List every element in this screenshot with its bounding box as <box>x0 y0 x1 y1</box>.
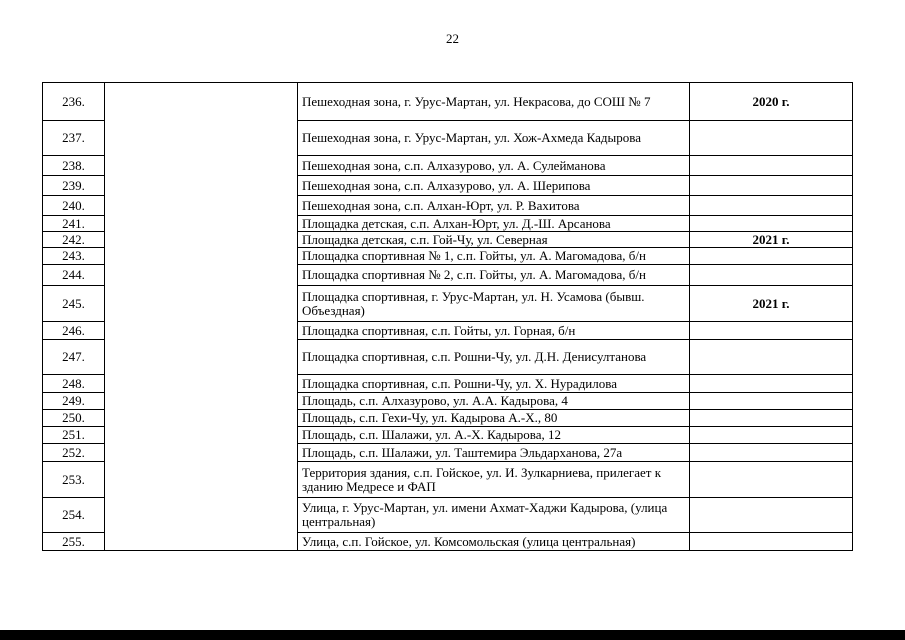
row-year <box>690 462 853 498</box>
row-description: Пешеходная зона, с.п. Алхазурово, ул. А. Сулейманова <box>298 156 690 176</box>
row-number: 252. <box>43 444 105 462</box>
table-row <box>43 156 853 176</box>
table-row <box>43 286 853 322</box>
row-description: Территория здания, с.п. Гойское, ул. И. Зулкарниева, прилегает к зданию Медресе и ФАП <box>298 462 690 498</box>
table-row <box>43 83 853 121</box>
table-row <box>43 232 853 248</box>
row-number: 250. <box>43 410 105 427</box>
blank-cell <box>105 322 298 340</box>
row-year <box>690 156 853 176</box>
row-description: Площадь, с.п. Шалажи, ул. Таштемира Эльдарханова, 27а <box>298 444 690 462</box>
row-number: 240. <box>43 196 105 216</box>
table-row <box>43 393 853 410</box>
row-description: Площадка спортивная, с.п. Рошни-Чу, ул. Х. Нурадилова <box>298 375 690 393</box>
row-year <box>690 265 853 286</box>
table-row <box>43 462 853 498</box>
blank-cell <box>105 232 298 248</box>
row-description: Улица, г. Урус-Мартан, ул. имени Ахмат-Хаджи Кадырова, (улица центральная) <box>298 498 690 533</box>
row-year <box>690 121 853 156</box>
blank-cell <box>105 248 298 265</box>
row-description: Пешеходная зона, г. Урус-Мартан, ул. Некрасова, до СОШ № 7 <box>298 83 690 121</box>
table-row <box>43 533 853 551</box>
row-description: Пешеходная зона, г. Урус-Мартан, ул. Хож-Ахмеда Кадырова <box>298 121 690 156</box>
table-row <box>43 427 853 444</box>
table-row <box>43 248 853 265</box>
row-description: Площадка детская, с.п. Алхан-Юрт, ул. Д.-Ш. Арсанова <box>298 216 690 232</box>
table-row <box>43 196 853 216</box>
row-number: 244. <box>43 265 105 286</box>
blank-cell <box>105 196 298 216</box>
row-description: Площадка спортивная № 2, с.п. Гойты, ул. А. Магомадова, б/н <box>298 265 690 286</box>
table-row <box>43 322 853 340</box>
row-description: Площадка спортивная, с.п. Рошни-Чу, ул. Д.Н. Денисултанова <box>298 340 690 375</box>
row-number: 253. <box>43 462 105 498</box>
blank-cell <box>105 462 298 498</box>
row-description: Пешеходная зона, с.п. Алхан-Юрт, ул. Р. Вахитова <box>298 196 690 216</box>
table-row <box>43 121 853 156</box>
row-year <box>690 340 853 375</box>
table-row <box>43 340 853 375</box>
blank-cell <box>105 498 298 533</box>
row-description: Улица, с.п. Гойское, ул. Комсомольская (улица центральная) <box>298 533 690 551</box>
row-year: 2020 г. <box>690 83 853 121</box>
row-number: 243. <box>43 248 105 265</box>
row-year <box>690 322 853 340</box>
row-year <box>690 498 853 533</box>
blank-cell <box>105 286 298 322</box>
row-number: 237. <box>43 121 105 156</box>
row-year <box>690 427 853 444</box>
row-number: 242. <box>43 232 105 248</box>
row-number: 247. <box>43 340 105 375</box>
row-number: 249. <box>43 393 105 410</box>
row-year <box>690 375 853 393</box>
row-number: 246. <box>43 322 105 340</box>
row-year <box>690 444 853 462</box>
row-year <box>690 176 853 196</box>
blank-cell <box>105 375 298 393</box>
table-row <box>43 498 853 533</box>
row-number: 255. <box>43 533 105 551</box>
row-number: 251. <box>43 427 105 444</box>
row-number: 248. <box>43 375 105 393</box>
row-number: 239. <box>43 176 105 196</box>
blank-cell <box>105 427 298 444</box>
table-row <box>43 444 853 462</box>
row-description: Площадь, с.п. Шалажи, ул. А.-Х. Кадырова, 12 <box>298 427 690 444</box>
row-number: 254. <box>43 498 105 533</box>
row-year <box>690 533 853 551</box>
row-description: Пешеходная зона, с.п. Алхазурово, ул. А. Шерипова <box>298 176 690 196</box>
blank-cell <box>105 216 298 232</box>
row-description: Площадка спортивная, с.п. Гойты, ул. Горная, б/н <box>298 322 690 340</box>
row-year <box>690 196 853 216</box>
blank-cell <box>105 156 298 176</box>
page-number: 22 <box>446 31 459 46</box>
row-year: 2021 г. <box>690 286 853 322</box>
row-description: Площадка детская, с.п. Гой-Чу, ул. Северная <box>298 232 690 248</box>
blank-cell <box>105 121 298 156</box>
row-number: 245. <box>43 286 105 322</box>
row-number: 241. <box>43 216 105 232</box>
row-year <box>690 216 853 232</box>
objects-table <box>42 82 853 551</box>
row-year <box>690 393 853 410</box>
table-row <box>43 176 853 196</box>
blank-cell <box>105 176 298 196</box>
row-description: Площадка спортивная, г. Урус-Мартан, ул. Н. Усамова (бывш. Объездная) <box>298 286 690 322</box>
table-row <box>43 265 853 286</box>
blank-cell <box>105 265 298 286</box>
blank-cell <box>105 393 298 410</box>
blank-cell <box>105 444 298 462</box>
row-year: 2021 г. <box>690 232 853 248</box>
row-number: 236. <box>43 83 105 121</box>
row-description: Площадка спортивная № 1, с.п. Гойты, ул. А. Магомадова, б/н <box>298 248 690 265</box>
row-year <box>690 248 853 265</box>
scan-edge-bar <box>0 630 905 640</box>
blank-cell <box>105 340 298 375</box>
row-year <box>690 410 853 427</box>
row-description: Площадь, с.п. Гехи-Чу, ул. Кадырова А.-Х., 80 <box>298 410 690 427</box>
table-row <box>43 375 853 393</box>
blank-cell <box>105 410 298 427</box>
row-number: 238. <box>43 156 105 176</box>
blank-cell <box>105 83 298 121</box>
table-row <box>43 216 853 232</box>
table-row <box>43 410 853 427</box>
row-description: Площадь, с.п. Алхазурово, ул. А.А. Кадырова, 4 <box>298 393 690 410</box>
blank-cell <box>105 533 298 551</box>
